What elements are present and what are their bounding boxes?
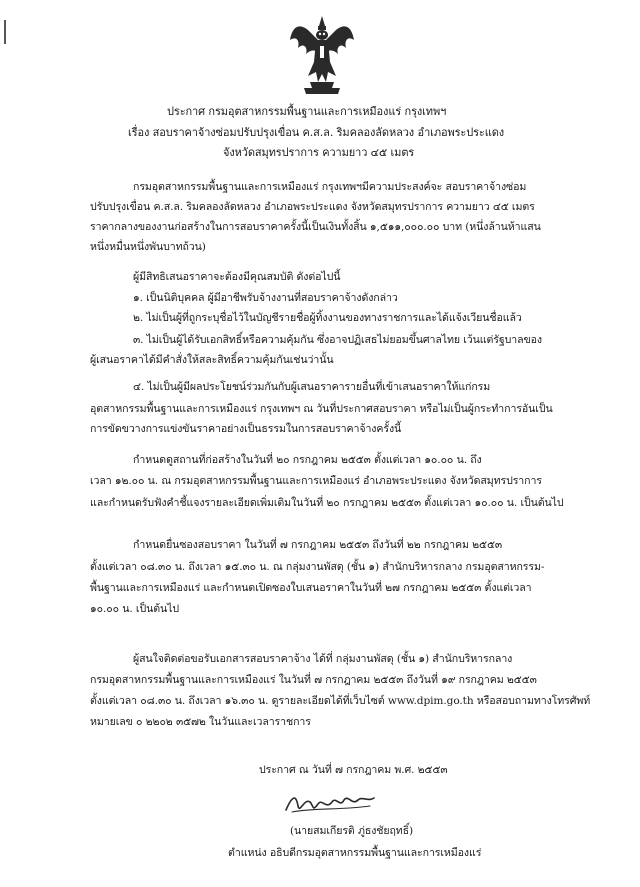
qualification-line-1: ๑. เป็นนิติบุคคล ผู้มีอาชีพรับจ้างงานที่สอบราคาจ้างดังกล่าว bbox=[133, 292, 398, 304]
submission-line-4: ๑๐.๐๐ น. เป็นต้นไป bbox=[90, 603, 179, 615]
qualification-heading: ผู้มีสิทธิเสนอราคาจะต้องมีคุณสมบัติ ดังต่อไปนี้ bbox=[133, 271, 341, 283]
intro-line-1: กรมอุตสาหกรรมพื้นฐานและการเหมืองแร่ กรุงเทพฯมีความประสงค์จะ สอบราคาจ้างซ่อม bbox=[133, 181, 527, 193]
submission-line-3: พื้นฐานและการเหมืองแร่ และกำหนดเปิดซองใบเสนอราคาในวันที่ ๒๗ กรกฎาคม ๒๕๕๓ ตั้งแต่เวลา bbox=[90, 582, 532, 594]
submission-line-1: กำหนดยื่นซองสอบราคา ในวันที่ ๗ กรกฎาคม ๒๕๕๓ ถึงวันที่ ๒๒ กรกฎาคม ๒๕๕๓ bbox=[133, 539, 503, 551]
intro-line-2: ปรับปรุงเขื่อน ค.ส.ล. ริมคลองลัดหลวง อำเภอพระประแดง จังหวัดสมุทรปราการ ความยาว ๔๕ เมตร bbox=[90, 201, 535, 213]
title-line-1: ประกาศ กรมอุตสาหกรรมพื้นฐานและการเหมืองแร่ กรุงเทพฯ bbox=[167, 105, 447, 118]
intro-line-4: หนึ่งหมื่นหนึ่งพันบาทถ้วน) bbox=[90, 241, 206, 253]
title-line-3: จังหวัดสมุทรปราการ ความยาว ๔๕ เมตร bbox=[223, 146, 415, 159]
qualification-line-7: การขัดขวางการแข่งขันราคาอย่างเป็นธรรมในการสอบราคาจ้างครั้งนี้ bbox=[90, 423, 402, 435]
intro-line-3: ราคากลางของงานก่อสร้างในการสอบราคาครั้งนี้เป็นเงินทั้งสิ้น ๑,๕๑๑,๐๐๐.๐๐ บาท (หนึ่งล้านห้าแสน bbox=[90, 221, 541, 233]
title-line-2: เรื่อง สอบราคาจ้างซ่อมปรับปรุงเขื่อน ค.ส.ล. ริมคลองลัดหลวง อำเภอพระประแดง bbox=[128, 126, 505, 139]
site-visit-line-3: และกำหนดรับฟังคำชี้แจงรายละเอียดเพิ่มเติมในวันที่ ๒๐ กรกฎาคม ๒๕๕๓ ตั้งแต่เวลา ๑๐.๐๐ น. เป็นต้นไป bbox=[90, 497, 564, 509]
signer-position: ตำแหน่ง อธิบดีกรมอุตสาหกรรมพื้นฐานและการเหมืองแร่ bbox=[228, 847, 482, 859]
signer-name: (นายสมเกียรติ ภู่ธงชัยฤทธิ์) bbox=[290, 825, 414, 837]
qualification-line-2: ๒. ไม่เป็นผู้ที่ถูกระบุชื่อไว้ในบัญชีรายชื่อผู้ทิ้งงานของทางราชการและได้แจ้งเวียนชื่อแล้ว bbox=[133, 312, 522, 324]
contact-line-1: ผู้สนใจติดต่อขอรับเอกสารสอบราคาจ้าง ได้ที่ กลุ่มงานพัสดุ (ชั้น ๑) สำนักบริหารกลาง bbox=[133, 653, 513, 665]
site-visit-line-2: เวลา ๑๒.๐๐ น. ณ กรมอุตสาหกรรมพื้นฐานและการเหมืองแร่ อำเภอพระประแดง จังหวัดสมุทรปราการ bbox=[90, 475, 542, 487]
announce-date: ประกาศ ณ วันที่ ๗ กรกฎาคม พ.ศ. ๒๕๕๓ bbox=[259, 764, 448, 776]
qualification-line-6: อุตสาหกรรมพื้นฐานและการเหมืองแร่ กรุงเทพฯ ณ วันที่ประกาศสอบราคา หรือไม่เป็นผู้กระทำการอันเป็น bbox=[90, 403, 553, 415]
garuda-emblem-icon bbox=[288, 14, 356, 98]
margin-mark bbox=[4, 20, 6, 44]
qualification-line-5: ๔. ไม่เป็นผู้มีผลประโยชน์ร่วมกันกับผู้เสนอราคารายอื่นที่เข้าเสนอราคาให้แก่กรม bbox=[133, 381, 491, 393]
qualification-line-3: ๓. ไม่เป็นผู้ได้รับเอกสิทธิ์หรือความคุ้มกัน ซึ่งอาจปฏิเสธไม่ยอมขึ้นศาลไทย เว้นแต่รัฐบาลของ bbox=[133, 334, 542, 346]
site-visit-line-1: กำหนดดูสถานที่ก่อสร้างในวันที่ ๒๐ กรกฎาคม ๒๕๕๓ ตั้งแต่เวลา ๑๐.๐๐ น. ถึง bbox=[133, 454, 482, 466]
contact-line-4: หมายเลข ๐ ๒๒๐๒ ๓๕๗๒ ในวันและเวลาราชการ bbox=[90, 716, 311, 728]
handwritten-signature bbox=[282, 788, 378, 818]
submission-line-2: ตั้งแต่เวลา ๐๘.๓๐ น. ถึงเวลา ๑๕.๓๐ น. ณ กลุ่มงานพัสดุ (ชั้น ๑) สำนักบริหารกลาง กรมอุตสาหกรรม- bbox=[90, 561, 545, 573]
contact-line-3: ตั้งแต่เวลา ๐๘.๓๐ น. ถึงเวลา ๑๖.๓๐ น. ดูรายละเอียดได้ที่เว็บไซต์ www.dpim.go.th หรือสอบถามทางโทรศัพท์ bbox=[90, 695, 591, 707]
qualification-line-4: ผู้เสนอราคาได้มีคำสั่งให้สละสิทธิ์ความคุ้มกันเช่นว่านั้น bbox=[90, 354, 334, 366]
contact-line-2: กรมอุตสาหกรรมพื้นฐานและการเหมืองแร่ ในวันที่ ๗ กรกฎาคม ๒๕๕๓ ถึงวันที่ ๑๙ กรกฎาคม ๒๕๕๓ bbox=[90, 674, 537, 686]
